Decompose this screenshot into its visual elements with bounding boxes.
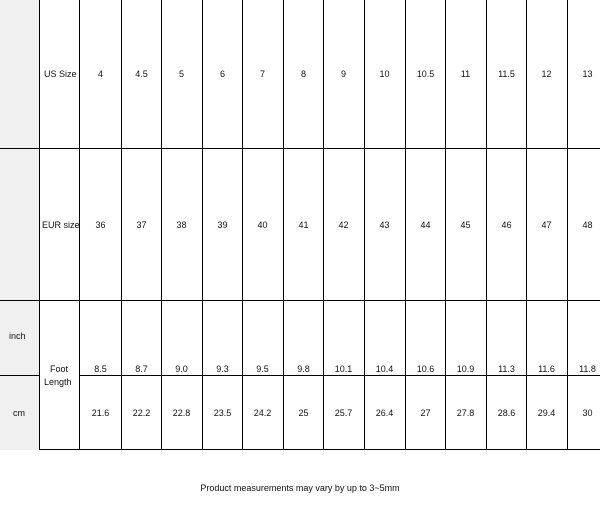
eur-size-label: EUR size — [42, 220, 80, 230]
size-value-cm: 24.2 — [253, 408, 272, 418]
size-value-inch: 10.1 — [334, 364, 353, 374]
size-value-eur: 43 — [379, 220, 390, 230]
size-value-inch: 9.3 — [216, 364, 229, 374]
size-value-eur: 44 — [420, 220, 431, 230]
size-value-cm: 25 — [298, 408, 309, 418]
foot-length-label: Foot — [50, 364, 69, 374]
size-value-cm: 25.7 — [334, 408, 353, 418]
size-value-cm: 23.5 — [213, 408, 232, 418]
us-size-label: US Size — [44, 69, 77, 79]
size-value-us: 8 — [300, 69, 306, 79]
size-value-inch: 9.5 — [256, 364, 269, 374]
size-value-us: 9 — [340, 69, 346, 79]
size-value-eur: 46 — [501, 220, 512, 230]
size-value-eur: 38 — [176, 220, 187, 230]
size-value-cm: 22.8 — [172, 408, 191, 418]
size-value-us: 7 — [259, 69, 265, 79]
row-divider — [0, 300, 600, 301]
size-value-us: 5 — [178, 69, 184, 79]
measurement-note: Product measurements may vary by up to 3~5mm — [200, 483, 400, 493]
size-value-cm: 30 — [582, 408, 593, 418]
size-value-us: 4 — [97, 69, 103, 79]
size-value-us: 12 — [541, 69, 552, 79]
size-value-eur: 39 — [217, 220, 228, 230]
size-value-eur: 40 — [257, 220, 268, 230]
size-value-inch: 10.4 — [375, 364, 394, 374]
size-value-inch: 11.3 — [498, 364, 515, 374]
size-value-cm: 28.6 — [497, 408, 516, 418]
size-value-us: 11 — [460, 69, 471, 79]
size-value-eur: 45 — [460, 220, 471, 230]
size-value-eur: 42 — [338, 220, 349, 230]
size-value-cm: 26.4 — [375, 408, 394, 418]
size-value-eur: 41 — [298, 220, 309, 230]
row-divider — [0, 148, 600, 149]
size-value-cm: 27.8 — [456, 408, 475, 418]
size-value-eur: 47 — [541, 220, 552, 230]
size-value-inch: 8.5 — [94, 364, 107, 374]
size-value-cm: 22.2 — [132, 408, 151, 418]
size-value-us: 4.5 — [135, 69, 148, 79]
inch-unit-label: inch — [9, 331, 26, 341]
size-value-inch: 8.7 — [135, 364, 148, 374]
size-value-eur: 36 — [95, 220, 106, 230]
row-divider — [80, 375, 600, 376]
size-value-us: 10.5 — [416, 69, 435, 79]
row-divider — [0, 375, 40, 376]
size-value-inch: 9.0 — [175, 364, 188, 374]
size-value-cm: 29.4 — [537, 408, 556, 418]
size-value-cm: 27 — [420, 408, 431, 418]
size-value-inch: 10.6 — [416, 364, 435, 374]
unit-column — [0, 0, 40, 450]
size-value-inch: 10.9 — [456, 364, 475, 374]
size-value-cm: 21.6 — [91, 408, 110, 418]
size-value-inch: 9.8 — [297, 364, 310, 374]
size-value-eur: 48 — [582, 220, 593, 230]
size-value-us: 10 — [379, 69, 390, 79]
cm-unit-label: cm — [13, 408, 25, 418]
size-value-us: 11.5 — [498, 69, 515, 79]
size-value-inch: 11.8 — [579, 364, 596, 374]
size-value-inch: 11.6 — [538, 364, 555, 374]
size-value-us: 13 — [582, 69, 593, 79]
foot-length-label: Length — [44, 377, 72, 387]
size-value-us: 6 — [219, 69, 225, 79]
size-value-eur: 37 — [136, 220, 147, 230]
